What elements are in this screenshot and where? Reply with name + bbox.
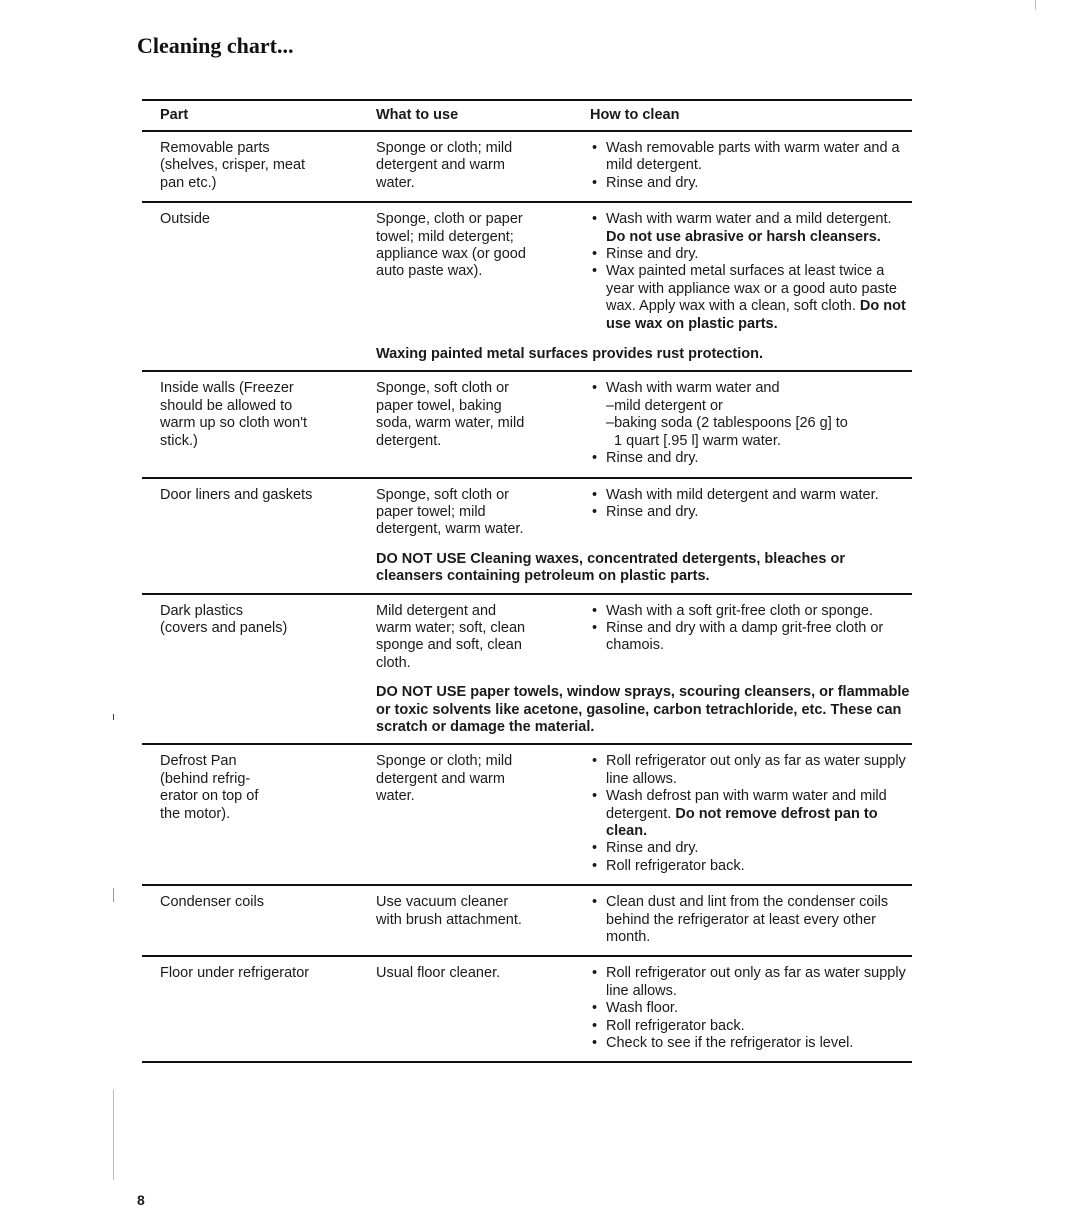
table-header xyxy=(142,99,912,132)
cell-what-to-use xyxy=(376,479,590,547)
part-line: (behind refrig- xyxy=(160,770,251,787)
cell-what-to-use xyxy=(376,957,590,1061)
instruction-bullet xyxy=(590,1000,912,1017)
table-row-group xyxy=(142,957,912,1063)
instruction-sub-item: –baking soda (2 tablespoons [26 g] to xyxy=(606,415,848,432)
cell-part xyxy=(142,132,376,201)
part-line: pan etc.) xyxy=(160,174,217,191)
instruction-text: Wash removable parts with warm water and a mild detergent. xyxy=(606,140,900,174)
what-line: detergent and warm xyxy=(376,770,505,787)
instruction-sub-item: –mild detergent or xyxy=(606,397,723,414)
cell-how-to-clean xyxy=(590,372,912,476)
instruction-text: Roll refrigerator out only as far as water supply line allows. xyxy=(606,965,906,999)
instruction-bullet xyxy=(590,858,912,875)
instruction-text: Wash with warm water and a mild detergent. xyxy=(606,211,892,228)
table-row xyxy=(142,132,912,203)
what-line: Sponge or cloth; mild xyxy=(376,140,513,156)
scan-mark xyxy=(113,888,114,902)
instruction-bullet xyxy=(590,894,912,946)
cell-part xyxy=(142,372,376,476)
what-line: towel; mild detergent; xyxy=(376,228,514,245)
table-row xyxy=(142,203,912,342)
cell-part xyxy=(142,203,376,342)
instruction-text: Roll refrigerator out only as far as water supply line allows. xyxy=(606,753,906,787)
header-how-to-clean: How to clean xyxy=(590,106,680,123)
instruction-bullet xyxy=(590,965,912,1000)
what-line: soda, warm water, mild xyxy=(376,415,525,432)
cell-what-to-use xyxy=(376,886,590,955)
part-line: (covers and panels) xyxy=(160,619,288,636)
table-row-group xyxy=(142,745,912,886)
cell-how-to-clean xyxy=(590,957,912,1061)
cell-what-to-use xyxy=(376,745,590,884)
instruction-bullet xyxy=(590,504,912,521)
what-line: Sponge or cloth; mild xyxy=(376,753,513,770)
part-line: Floor under refrigerator xyxy=(160,965,310,982)
part-line: erator on top of xyxy=(160,788,259,805)
instruction-bullet xyxy=(590,603,912,620)
instruction-text: Wash with mild detergent and warm water. xyxy=(606,486,879,503)
instruction-text: Rinse and dry. xyxy=(606,503,699,520)
what-line: water. xyxy=(376,788,415,805)
part-line: warm up so cloth won't xyxy=(160,415,308,432)
part-line: Door liners and gaskets xyxy=(160,486,313,503)
table-note: Waxing painted metal surfaces provides rust protection. xyxy=(376,346,764,363)
part-line: Outside xyxy=(160,211,210,228)
instruction-bullet xyxy=(590,1035,912,1052)
cell-how-to-clean xyxy=(590,886,912,955)
header-part: Part xyxy=(160,106,189,123)
table-row xyxy=(142,372,912,478)
instruction-bullet xyxy=(590,840,912,857)
cell-what-to-use xyxy=(376,203,590,342)
table-row xyxy=(142,886,912,957)
instruction-warning: Do not use wax on plastic parts. xyxy=(606,298,906,332)
what-line: warm water; soft, clean xyxy=(376,619,526,636)
instruction-bullet xyxy=(590,246,912,263)
cell-how-to-clean xyxy=(590,479,912,547)
scan-mark xyxy=(113,1090,114,1180)
part-line: Condenser coils xyxy=(160,894,264,911)
what-line: Sponge, cloth or paper xyxy=(376,211,523,228)
cell-part xyxy=(142,957,376,1061)
instruction-warning: Do not use abrasive or harsh cleansers. xyxy=(606,228,881,245)
instruction-text: Wash with a soft grit-free cloth or sponge. xyxy=(606,602,874,619)
what-line: appliance wax (or good xyxy=(376,246,526,263)
table-row-group xyxy=(142,595,912,746)
instruction-text: Check to see if the refrigerator is level. xyxy=(606,1035,854,1052)
instruction-bullet xyxy=(590,620,912,655)
instruction-text: Wax painted metal surfaces at least twice a year with appliance wax or a good auto paste wax. Apply wax with a clean, soft cloth. xyxy=(606,263,897,315)
part-line: Removable parts xyxy=(160,140,270,156)
instruction-bullet xyxy=(590,140,912,175)
table-note: DO NOT USE paper towels, window sprays, scouring cleansers, or flammable or toxic solvents like acetone, gasoline, carbon tetrachloride, etc. These can scratch or damage the material. xyxy=(376,684,910,735)
table-row-group xyxy=(142,132,912,203)
instruction-text: Wash with warm water and xyxy=(606,380,780,397)
table-row xyxy=(142,479,912,547)
what-line: Usual floor cleaner. xyxy=(376,965,501,982)
what-line: with brush attachment. xyxy=(376,911,522,928)
instruction-text: Rinse and dry with a damp grit-free cloth or chamois. xyxy=(606,619,884,654)
instruction-text: Wash defrost pan with warm water and mild detergent. xyxy=(606,788,887,822)
page-title: Cleaning chart... xyxy=(137,33,294,58)
table-row xyxy=(142,957,912,1063)
instruction-text: Rinse and dry. xyxy=(606,450,699,467)
instruction-bullet xyxy=(590,753,912,788)
part-line: stick.) xyxy=(160,432,198,449)
what-line: paper towel, baking xyxy=(376,397,502,414)
what-line: Sponge, soft cloth or xyxy=(376,486,509,503)
table-row-group xyxy=(142,886,912,957)
cell-part xyxy=(142,479,376,547)
cell-what-to-use xyxy=(376,372,590,476)
instruction-text: Rinse and dry. xyxy=(606,840,699,857)
what-line: Sponge, soft cloth or xyxy=(376,380,509,397)
cell-part xyxy=(142,886,376,955)
instruction-bullet xyxy=(590,788,912,840)
part-line: Defrost Pan xyxy=(160,753,237,770)
table-row-group xyxy=(142,203,912,372)
what-line: detergent and warm xyxy=(376,157,505,174)
what-line: detergent, warm water. xyxy=(376,521,524,538)
what-line: Mild detergent and xyxy=(376,602,497,619)
instruction-bullet xyxy=(590,487,912,504)
scan-mark xyxy=(1035,0,1036,10)
instruction-text: Rinse and dry. xyxy=(606,246,699,263)
cell-how-to-clean xyxy=(590,595,912,681)
cell-how-to-clean xyxy=(590,132,912,201)
page-number: 8 xyxy=(137,1192,145,1208)
table-row-group xyxy=(142,372,912,478)
what-line: Use vacuum cleaner xyxy=(376,894,509,911)
cell-how-to-clean xyxy=(590,745,912,884)
instruction-text: Roll refrigerator back. xyxy=(606,857,745,874)
instruction-bullet xyxy=(590,211,912,246)
part-line: should be allowed to xyxy=(160,397,293,414)
cell-part xyxy=(142,595,376,681)
table-row xyxy=(142,745,912,886)
what-line: cloth. xyxy=(376,654,411,671)
header-what-to-use: What to use xyxy=(376,106,459,123)
part-line: (shelves, crisper, meat xyxy=(160,157,306,174)
instruction-bullet xyxy=(590,263,912,333)
instruction-bullet xyxy=(590,1018,912,1035)
table-body xyxy=(142,132,912,1063)
instruction-text: Rinse and dry. xyxy=(606,174,699,191)
what-line: water. xyxy=(376,174,415,191)
table-row xyxy=(142,595,912,681)
table-row-group xyxy=(142,479,912,595)
instruction-bullet xyxy=(590,450,912,467)
what-line: detergent. xyxy=(376,432,442,449)
what-line: paper towel; mild xyxy=(376,503,486,520)
part-line: the motor). xyxy=(160,805,231,822)
instruction-text: Clean dust and lint from the condenser coils behind the refrigerator at least every other month. xyxy=(606,894,889,946)
instruction-warning: Do not remove defrost pan to clean. xyxy=(606,805,878,839)
cell-what-to-use xyxy=(376,132,590,201)
scan-mark xyxy=(113,714,114,720)
part-line: Inside walls (Freezer xyxy=(160,380,294,397)
what-line: auto paste wax). xyxy=(376,263,483,280)
what-line: sponge and soft, clean xyxy=(376,637,522,654)
cell-part xyxy=(142,745,376,884)
instruction-bullet xyxy=(590,175,912,192)
instruction-text: Roll refrigerator back. xyxy=(606,1017,745,1034)
cell-what-to-use xyxy=(376,595,590,681)
instruction-sub-item: 1 quart [.95 l] warm water. xyxy=(606,432,781,449)
table-note: DO NOT USE Cleaning waxes, concentrated detergents, bleaches or cleansers containing petroleum on plastic parts. xyxy=(376,550,845,585)
cell-how-to-clean xyxy=(590,203,912,342)
cleaning-chart-table xyxy=(142,99,912,1063)
part-line: Dark plastics xyxy=(160,602,243,619)
instruction-bullet xyxy=(590,380,912,397)
instruction-text: Wash floor. xyxy=(606,1000,678,1017)
